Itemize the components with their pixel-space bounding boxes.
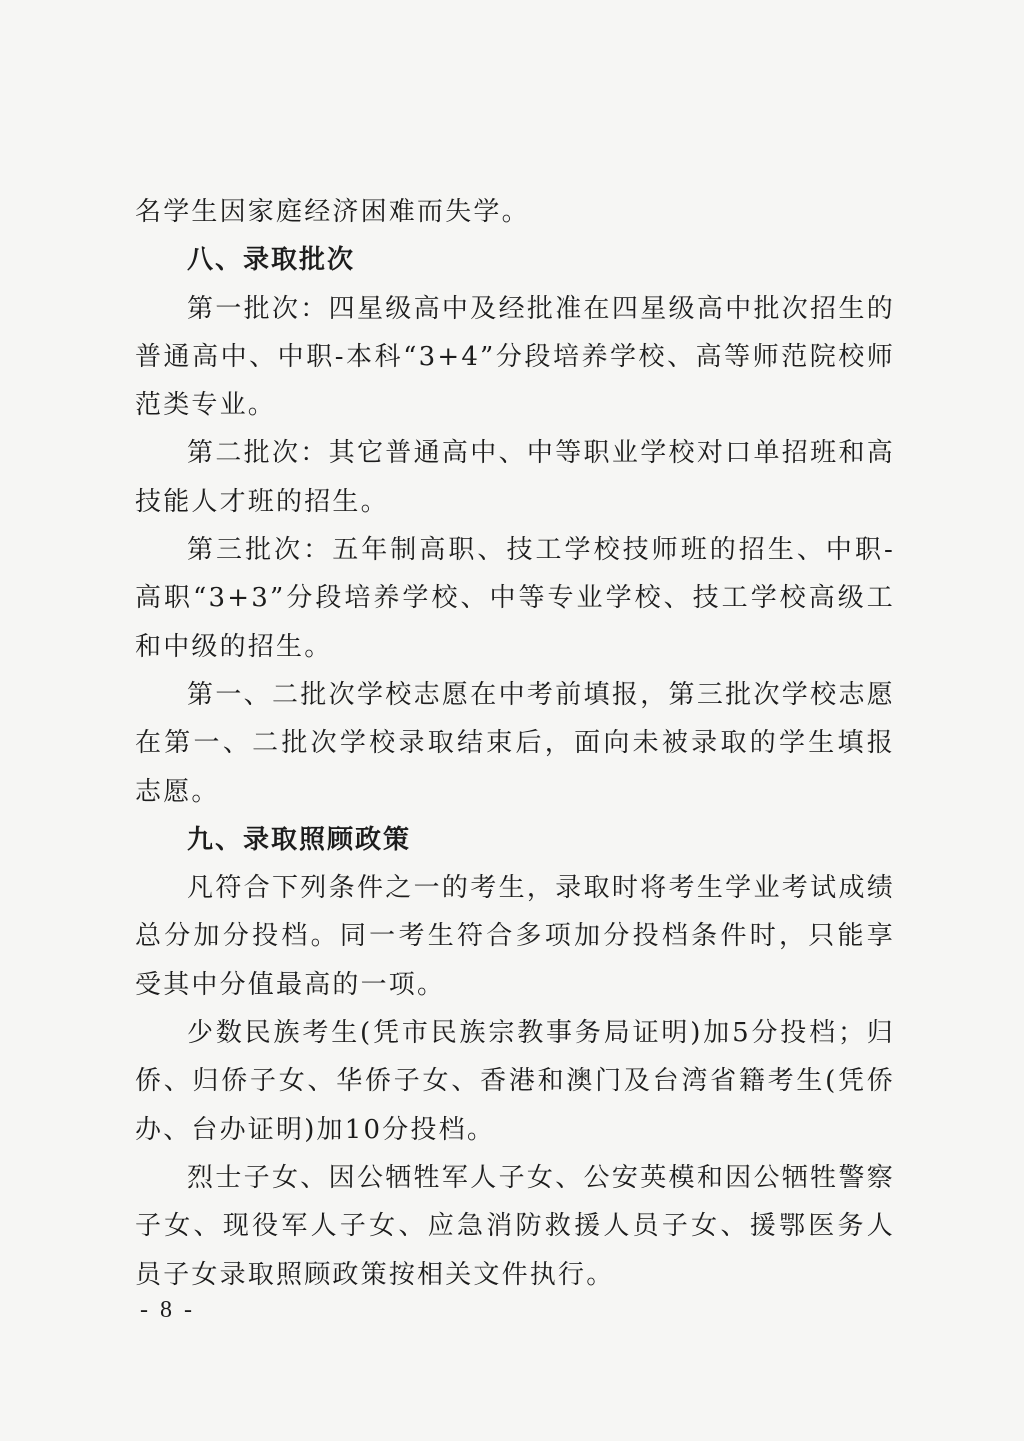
paragraph-ethnic-overseas-bonus: 少数民族考生(凭市民族宗教事务局证明)加5分投档；归侨、归侨子女、华侨子女、香港和澳门及台湾省籍考生(凭侨办、台办证明)加10分投档。 <box>135 1018 895 1145</box>
paragraph-application-timing: 第一、二批次学校志愿在中考前填报，第三批次学校志愿在第一、二批次学校录取结束后，面向未被录取的学生填报志愿。 <box>135 679 895 807</box>
paragraph-special-groups: 烈士子女、因公牺牲军人子女、公安英模和因公牺牲警察子女、现役军人子女、应急消防救援人员子女、援鄂医务人员子女录取照顾政策按相关文件执行。 <box>135 1162 895 1290</box>
paragraph-second-batch: 第二批次：其它普通高中、中等职业学校对口单招班和高技能人才班的招生。 <box>135 438 895 517</box>
paragraph-bonus-rule: 凡符合下列条件之一的考生，录取时将考生学业考试成绩总分加分投档。同一考生符合多项加分投档条件时，只能享受其中分值最高的一项。 <box>135 873 895 1000</box>
document-body <box>135 188 895 1299</box>
section-heading-admission-batches: 八、录取批次 <box>187 245 356 276</box>
paragraph-third-batch: 第三批次：五年制高职、技工学校技师班的招生、中职-高职“3+3”分段培养学校、中等专业学校、技工学校高级工和中级的招生。 <box>135 535 895 662</box>
paragraph-continuation: 名学生因家庭经济困难而失学。 <box>135 197 530 227</box>
paragraph-first-batch: 第一批次：四星级高中及经批准在四星级高中批次招生的普通高中、中职-本科“3+4”分段培养学校、高等师范院校师范类专业。 <box>135 293 895 421</box>
section-heading-preferential-policy: 九、录取照顾政策 <box>187 824 412 855</box>
page-number: - 8 - <box>140 1297 195 1323</box>
